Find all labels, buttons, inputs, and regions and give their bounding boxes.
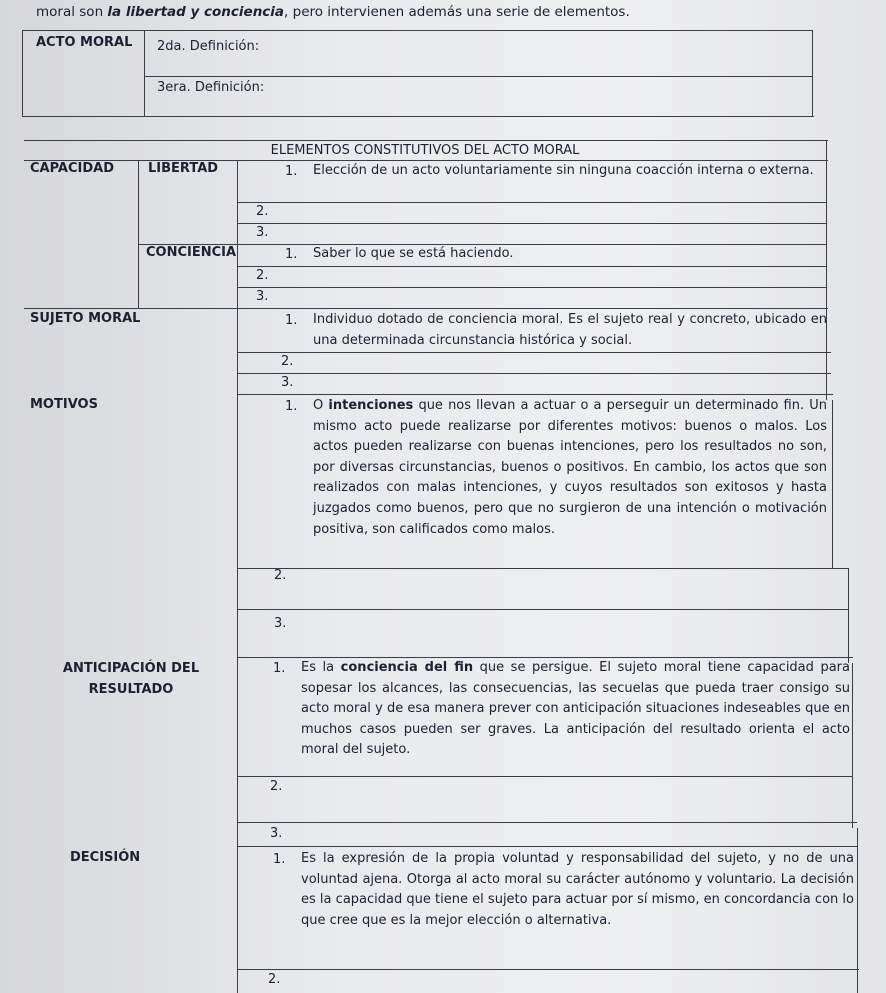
anticipacion-label: ANTICIPACIÓN DEL RESULTADO: [62, 661, 200, 697]
decision-item-1-number: 1.: [273, 852, 286, 867]
intro-sentence: moral son la libertad y conciencia, pero intervienen además una serie de elementos.: [36, 4, 630, 20]
decision-item-1-text: Es la expresión de la propia voluntad y responsabilidad del sujeto, y no de una voluntad ajena. Otorga al acto moral su carácter autónomo y voluntario. La decisión es la capacidad que tiene el sujeto para actuar por sí mismo, en concordancia con lo que cree que es la mejor elección o alternativa.: [301, 851, 854, 928]
motivos-item-3-number: 3.: [274, 616, 287, 631]
sujeto-item-3-number: 3.: [281, 375, 294, 390]
sujeto-moral-label: SUJETO MORAL: [30, 311, 141, 326]
sujeto-item-2-number: 2.: [281, 354, 294, 369]
conciencia-item-1-text: Saber lo que se está haciendo.: [313, 246, 514, 261]
libertad-item-1-text: Elección de un acto voluntariamente sin ninguna coacción interna o externa.: [313, 163, 814, 178]
libertad-item-2-number: 2.: [256, 204, 269, 219]
decision-item-2-number: 2.: [268, 972, 281, 987]
motivos-item-1-text: O intenciones que nos llevan a actuar o a perseguir un determinado fin. Un mismo acto puede realizarse por diferentes motivos: buenos o malos. Los actos pueden realizarse con buenas intenciones, pero los resultados no son, por diversas circunstancias, buenos o positivos. En cambio, los actos que son realizados con malas intenciones, y cuyos resultados son exitosos y hasta juzgados como buenos, pero que no surgieron de una intención o motivación positiva, son calificados como malos.: [313, 398, 827, 537]
sujeto-item-1-number: 1.: [285, 313, 298, 328]
anticipacion-item-1-number: 1.: [273, 661, 286, 676]
motivos-item-1-number: 1.: [285, 399, 298, 414]
elements-table-title: ELEMENTOS CONSTITUTIVOS DEL ACTO MORAL: [270, 143, 580, 158]
sujeto-item-1-text: Individuo dotado de conciencia moral. Es el sujeto real y concreto, ubicado en una determinada circunstancia histórica y social.: [313, 312, 827, 348]
motivos-label: MOTIVOS: [30, 397, 98, 412]
decision-label: DECISIÓN: [70, 850, 141, 865]
conciencia-item-3-number: 3.: [256, 289, 269, 304]
anticipacion-item-1-text: Es la conciencia del fin que se persigue. El sujeto moral tiene capacidad para sopesar los alcances, las consecuencias, las secuelas que pueda traer consigo su acto moral y de esa manera prever con anticipación situaciones indeseables que en muchos casos pueden ser graves. La anticipación del resultado orienta el acto moral del sujeto.: [301, 660, 850, 758]
libertad-item-1-number: 1.: [285, 164, 298, 179]
conciencia-item-2-number: 2.: [256, 268, 269, 283]
acto-moral-header: ACTO MORAL: [36, 35, 133, 50]
conciencia-item-1-number: 1.: [285, 247, 298, 262]
capacidad-label: CAPACIDAD: [30, 161, 115, 176]
libertad-label: LIBERTAD: [148, 161, 219, 176]
definition-2-label: 2da. Definición:: [157, 39, 260, 54]
conciencia-label: CONCIENCIA: [146, 245, 237, 260]
anticipacion-item-2-number: 2.: [270, 779, 283, 794]
anticipacion-item-3-number: 3.: [270, 826, 283, 841]
definition-3-label: 3era. Definición:: [157, 80, 265, 95]
motivos-item-2-number: 2.: [274, 568, 287, 583]
libertad-item-3-number: 3.: [256, 225, 269, 240]
